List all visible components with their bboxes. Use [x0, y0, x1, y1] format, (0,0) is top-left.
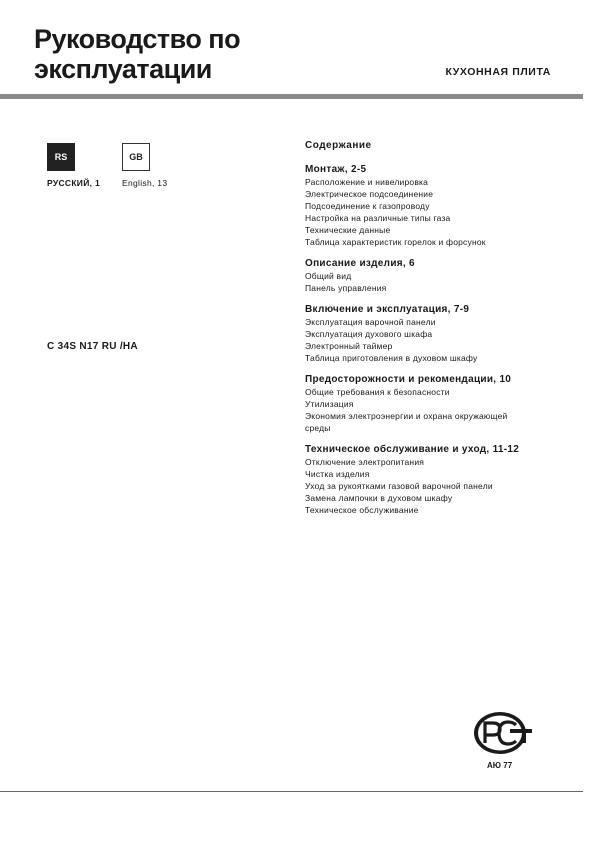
title-line-2: эксплуатации: [34, 54, 212, 84]
toc-section: [305, 303, 575, 364]
product-type: КУХОННАЯ ПЛИТА: [445, 66, 551, 78]
toc-item: Уход за рукоятками газовой варочной панели: [305, 481, 493, 491]
toc-item: Технические данные: [305, 225, 391, 235]
toc-item: Электронный таймер: [305, 341, 393, 351]
toc-item: Таблица приготовления в духовом шкафу: [305, 353, 478, 363]
language-label-gb: English, 13: [122, 178, 168, 188]
toc-section: [305, 443, 575, 516]
certification-code: АЮ 77: [487, 761, 513, 770]
toc-item: Общий вид: [305, 271, 352, 281]
toc-section: [305, 257, 575, 294]
toc-item: Подсоединение к газопроводу: [305, 201, 430, 211]
toc-item: среды: [305, 423, 331, 433]
toc-item: Эксплуатация духового шкафа: [305, 329, 433, 339]
footer-divider: [0, 791, 583, 792]
toc-item: Замена лампочки в духовом шкафу: [305, 493, 453, 503]
toc-item: Чистка изделия: [305, 469, 370, 479]
model-number: C 34S N17 RU /HA: [47, 341, 138, 352]
toc-item: Панель управления: [305, 283, 387, 293]
toc-item: Утилизация: [305, 399, 354, 409]
toc-section: [305, 373, 575, 434]
language-badge-rs: RS: [47, 143, 75, 171]
toc-item: Расположение и нивелировка: [305, 177, 429, 187]
document-title: [34, 24, 240, 84]
toc-section-heading: Предосторожности и рекомендации, 10: [305, 374, 512, 385]
toc-section-heading: Включение и эксплуатация, 7-9: [305, 304, 470, 315]
toc-section: [305, 163, 575, 248]
table-of-contents: [305, 140, 575, 525]
header-divider: [0, 94, 583, 99]
certification-mark-icon: [472, 710, 534, 756]
toc-item: Эксплуатация варочной панели: [305, 317, 436, 327]
toc-item: Общие требования к безопасности: [305, 387, 450, 397]
language-badge-gb: GB: [122, 143, 150, 171]
toc-item: Техническое обслуживание: [305, 505, 419, 515]
toc-title: Содержание: [305, 140, 372, 151]
toc-section-heading: Монтаж, 2-5: [305, 164, 367, 175]
toc-item: Отключение электропитания: [305, 457, 425, 467]
toc-section-heading: Техническое обслуживание и уход, 11-12: [305, 444, 520, 455]
language-label-rs: РУССКИЙ, 1: [47, 178, 100, 188]
toc-section-heading: Описание изделия, 6: [305, 258, 415, 269]
title-line-1: Руководство по: [34, 24, 241, 54]
toc-item: Настройка на различные типы газа: [305, 213, 451, 223]
toc-item: Электрическое подсоединение: [305, 189, 434, 199]
toc-item: Экономия электроэнергии и охрана окружающей: [305, 411, 508, 421]
toc-item: Таблица характеристик горелок и форсунок: [305, 237, 486, 247]
